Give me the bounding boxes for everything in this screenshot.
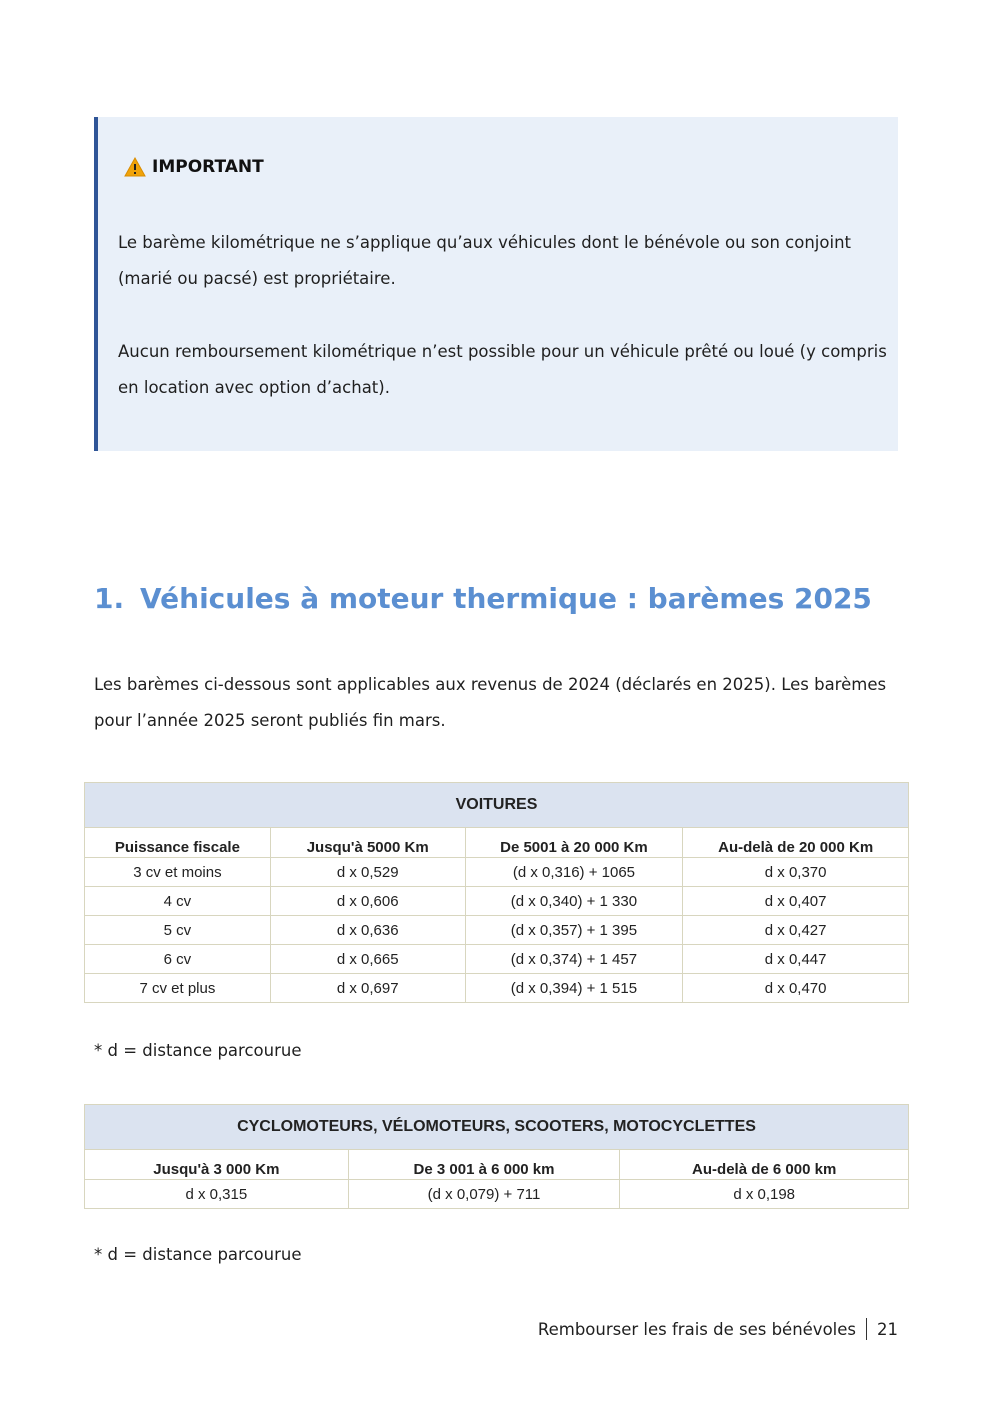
motos-header-up-to-3000: Jusqu'à 3 000 Km [85,1150,349,1180]
section-number: 1. [94,582,125,615]
cars-rate-table [84,782,909,1003]
table-cell: d x 0,636 [270,916,465,945]
table-row [85,945,909,974]
table-cell: 4 cv [85,887,271,916]
cars-header-up-to-5000: Jusqu'à 5000 Km [270,828,465,858]
section-heading [94,582,872,615]
cars-table-caption: VOITURES [85,783,909,828]
motorbikes-rate-table [84,1104,909,1209]
motos-table-note: * d = distance parcourue [94,1245,302,1264]
table-cell: d x 0,606 [270,887,465,916]
table-cell: d x 0,407 [683,887,909,916]
table-cell: (d x 0,374) + 1 457 [465,945,683,974]
motos-header-3001-6000: De 3 001 à 6 000 km [348,1150,620,1180]
table-cell: d x 0,470 [683,974,909,1003]
section-title: Véhicules à moteur thermique : barèmes 2025 [140,582,872,615]
table-cell: d x 0,529 [270,858,465,887]
table-cell: (d x 0,079) + 711 [348,1180,620,1209]
cars-header-over-20000: Au-delà de 20 000 Km [683,828,909,858]
important-callout [94,117,898,451]
warning-icon [124,157,146,177]
table-cell: d x 0,697 [270,974,465,1003]
table-cell: 3 cv et moins [85,858,271,887]
table-row [85,887,909,916]
cars-header-5001-20000: De 5001 à 20 000 Km [465,828,683,858]
page-footer [538,1318,898,1340]
motos-header-over-6000: Au-delà de 6 000 km [620,1150,909,1180]
table-row [85,974,909,1003]
table-cell: 5 cv [85,916,271,945]
table-cell: (d x 0,316) + 1065 [465,858,683,887]
table-cell: 7 cv et plus [85,974,271,1003]
callout-paragraph-no-refund: Aucun remboursement kilométrique n’est possible pour un véhicule prêté ou loué (y compris en location avec option d’achat). [118,342,887,397]
section-intro: Les barèmes ci-dessous sont applicables aux revenus de 2024 (déclarés en 2025). Les barèmes pour l’année 2025 seront publiés fin mars. [94,675,887,730]
footer-divider [866,1318,867,1340]
table-cell: d x 0,315 [85,1180,349,1209]
cars-table-note: * d = distance parcourue [94,1041,302,1060]
table-cell: (d x 0,340) + 1 330 [465,887,683,916]
table-row [85,1180,909,1209]
motos-table-caption: CYCLOMOTEURS, VÉLOMOTEURS, SCOOTERS, MOTOCYCLETTES [85,1105,909,1150]
table-cell: 6 cv [85,945,271,974]
callout-paragraph-ownership: Le barème kilométrique ne s’applique qu’aux véhicules dont le bénévole ou son conjoint (marié ou pacsé) est propriétaire. [118,233,852,288]
table-cell: d x 0,198 [620,1180,909,1209]
callout-title [124,157,264,177]
table-cell: (d x 0,357) + 1 395 [465,916,683,945]
page-number: 21 [877,1319,898,1339]
table-cell: d x 0,447 [683,945,909,974]
table-row [85,916,909,945]
cars-table-header-row [85,828,909,858]
table-cell: d x 0,427 [683,916,909,945]
table-cell: d x 0,665 [270,945,465,974]
table-cell: d x 0,370 [683,858,909,887]
motos-table-header-row [85,1150,909,1180]
cars-header-fiscal-power: Puissance fiscale [85,828,271,858]
table-cell: (d x 0,394) + 1 515 [465,974,683,1003]
callout-title-text: IMPORTANT [152,157,264,177]
footer-document-title: Rembourser les frais de ses bénévoles [537,1319,856,1339]
table-row [85,858,909,887]
